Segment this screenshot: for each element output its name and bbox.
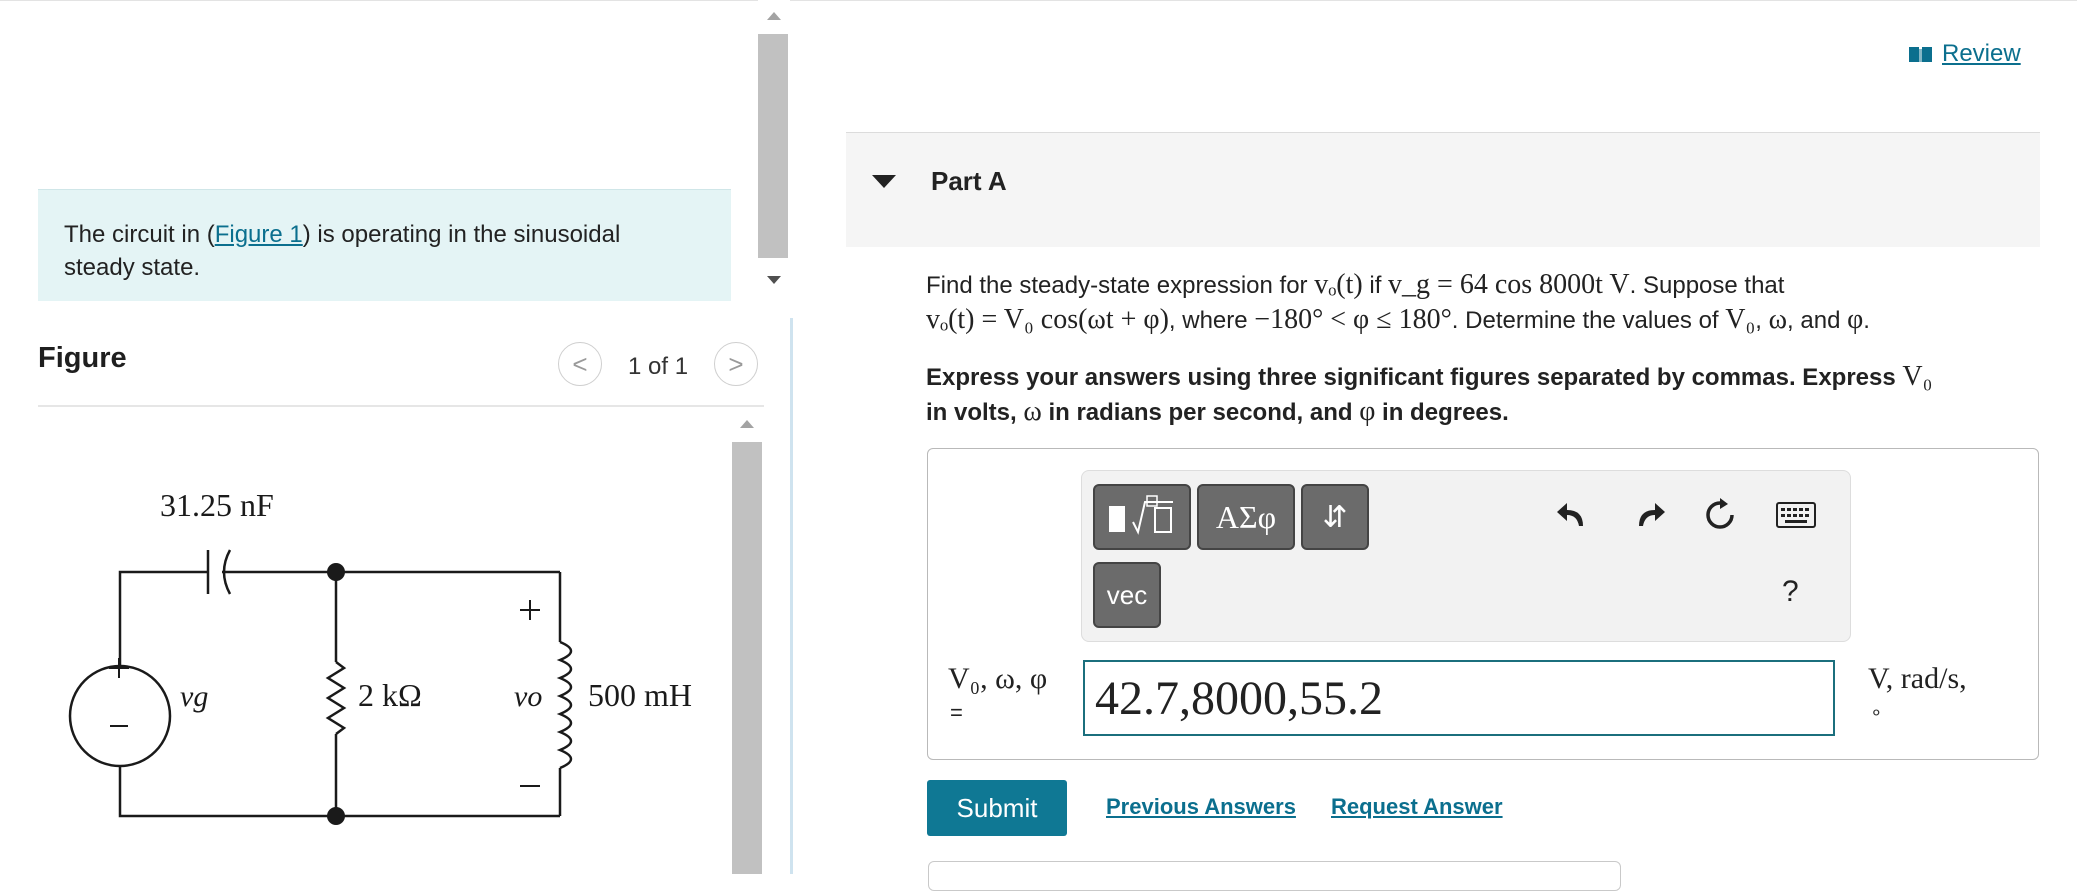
outer-scroll-thumb[interactable] [758,34,788,258]
resistor-zigzag [328,662,344,734]
node-top [327,563,345,581]
symbols-button[interactable]: ΑΣφ [1197,484,1295,550]
review-label: Review [1942,40,2021,67]
capacitor-label: 31.25 nF [160,487,274,523]
figure-scroll-up-icon[interactable] [740,420,754,428]
previous-answers-link[interactable]: Previous Answers [1106,794,1296,819]
updown-arrows-button[interactable]: ⇵ [1301,484,1369,550]
figure-link[interactable]: Figure 1 [214,221,303,248]
vec-button[interactable]: vec [1093,562,1161,628]
part-a-header[interactable] [846,132,2040,247]
prev-figure-button[interactable] [558,342,602,386]
chevron-right-icon: > [728,348,744,379]
templates-button[interactable] [1093,484,1191,550]
redo-icon[interactable] [1630,491,1670,539]
chevron-left-icon: < [572,348,588,379]
outer-scrollbar[interactable] [758,0,790,300]
next-figure-button[interactable] [714,342,758,386]
circuit-diagram [40,470,730,874]
submit-button[interactable]: Submit [927,780,1067,836]
figure-scrollbar[interactable] [732,410,762,874]
source-label: vg [180,680,209,713]
book-icon [1908,44,1934,64]
part-a-title: Part A [931,166,1007,196]
review-link[interactable] [1908,40,2021,68]
inductor-label: 500 mH [588,677,692,713]
help-button[interactable]: ? [1782,575,1799,608]
scroll-up-arrow-icon[interactable] [767,12,781,20]
voltage-source-circle [70,666,170,766]
instruction-text: Express your answers using three significant figures separated by commas. Express V₀ in volts, ω in radians per second, and φ in degrees. [926,361,1933,427]
wire-bottom [120,741,560,816]
templates-icon [1103,494,1181,540]
figure-page-count: 1 of 1 [628,353,689,380]
degree-unit: ∘ [1870,702,1883,724]
figure-divider [38,405,764,407]
keyboard-icon[interactable] [1774,491,1818,539]
request-answer-link[interactable]: Request Answer [1331,794,1503,819]
question-text: Find the steady-state expression for vₒ(t) if v_g = 64 cos 8000t V. Suppose that vₒ(t) = V₀ cos(ωt + φ), where −180° < φ ≤ 180°. Determine the values of V₀, ω, and φ. [926,269,1870,335]
equation-toolbar [1081,470,1851,642]
pane-divider[interactable] [790,318,793,874]
intro-text-before: The circuit in ( [64,221,215,248]
figure-scroll-thumb[interactable] [732,442,762,874]
equals-sign: = [950,700,963,725]
intro-text-after: ) is operating in the sinusoidal steady state. [64,221,621,281]
node-bottom [327,807,345,825]
top-rule [0,0,2077,1]
scroll-down-arrow-icon[interactable] [767,276,781,284]
undo-icon[interactable] [1552,491,1592,539]
collapse-caret-icon[interactable] [872,175,896,188]
intro-text [64,218,694,284]
intro-box [38,189,731,301]
output-label: vo [514,680,543,713]
answer-units-label: V, rad/s, [1868,662,1967,695]
figure-heading: Figure [38,342,127,374]
answer-input[interactable]: 42.7,8000,55.2 [1083,660,1835,736]
reset-icon[interactable] [1700,491,1740,539]
inductor-coil [560,642,571,768]
resistor-label: 2 kΩ [358,677,422,713]
feedback-box-edge [928,861,1621,891]
answer-variables-label: V₀, ω, φ [948,662,1048,695]
